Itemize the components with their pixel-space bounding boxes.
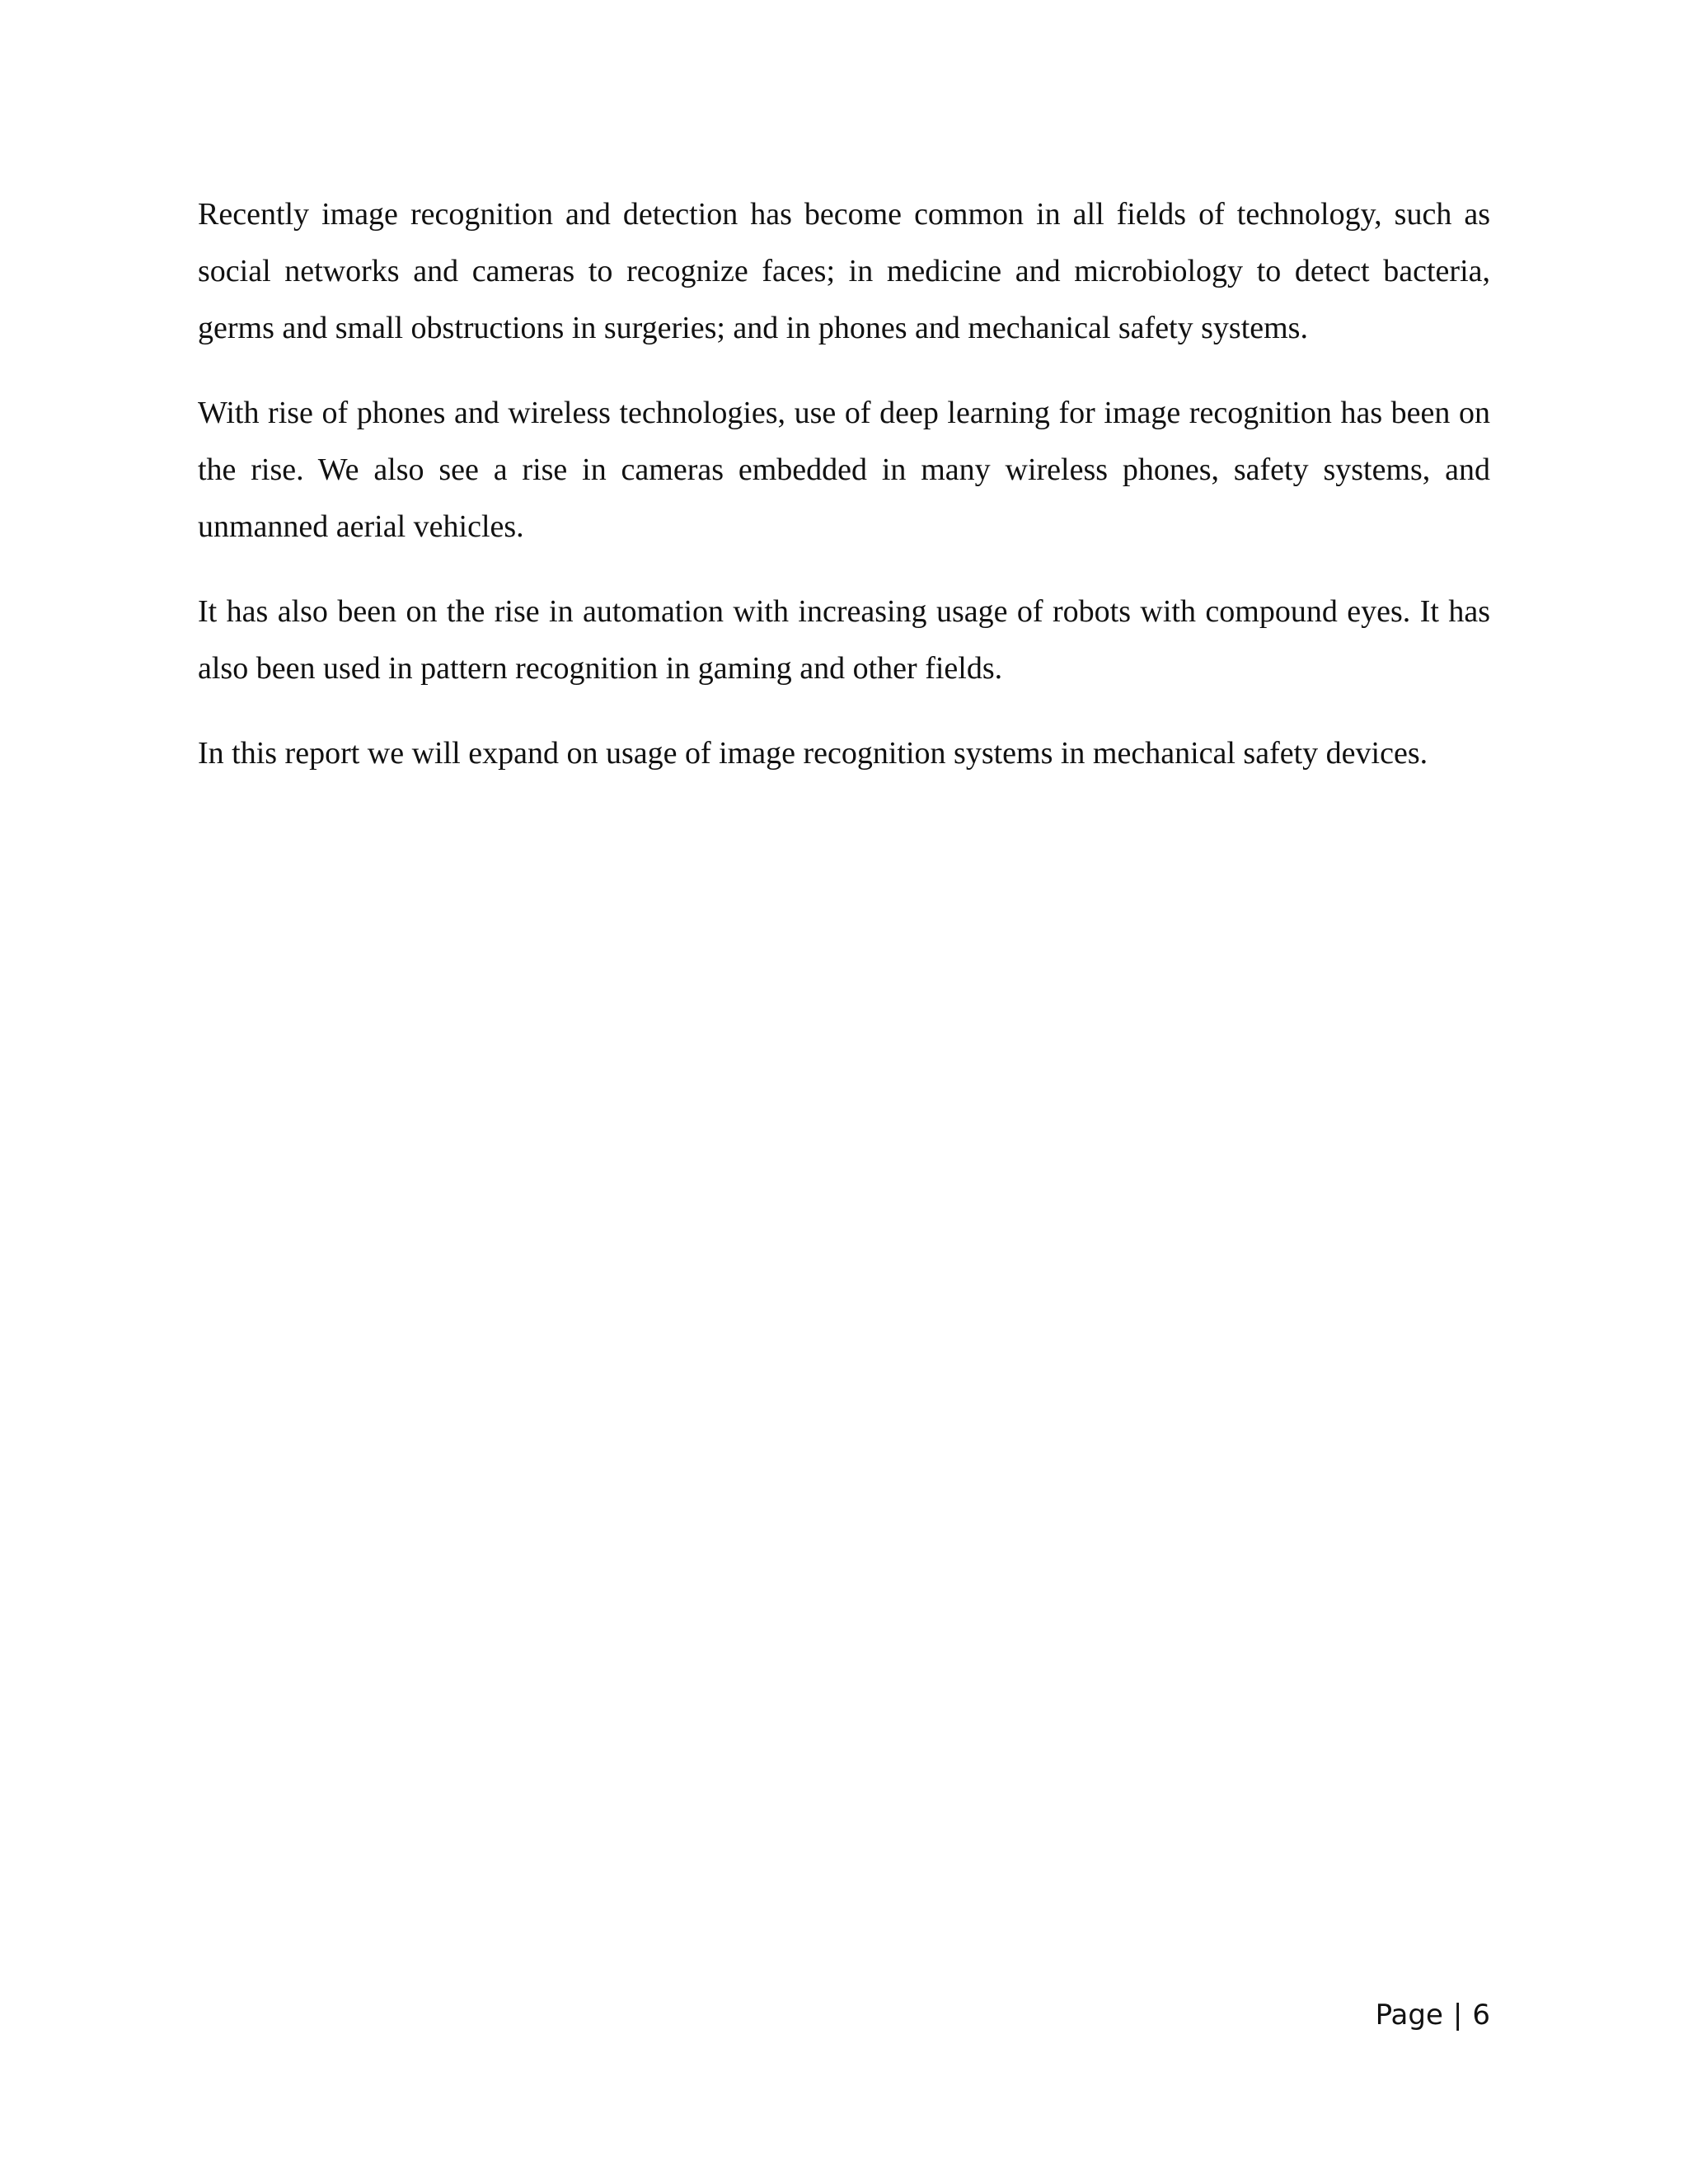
page-footer	[1376, 1999, 1490, 2032]
paragraph-3: It has also been on the rise in automation with increasing usage of robots with compound eyes. It has also been used in pattern recognition in gaming and other fields.	[198, 594, 1490, 686]
paragraph-4: In this report we will expand on usage of image recognition systems in mechanical safety devices.	[198, 736, 1428, 771]
page-number: 6	[1472, 1999, 1490, 2032]
paragraph-1: Recently image recognition and detection has become common in all fields of technology, such as social networks and cameras to recognize faces; in medicine and microbiology to detect bacteria, germs and small obstructions in surgeries; and in phones and mechanical safety systems.	[198, 197, 1490, 345]
page-separator: |	[1452, 1999, 1463, 2032]
page-label: Page	[1375, 1999, 1443, 2032]
paragraph-2: With rise of phones and wireless technologies, use of deep learning for image recognition has been on the rise. We also see a rise in cameras embedded in many wireless phones, safety systems, and unmanned aerial vehicles.	[198, 396, 1490, 544]
body-text	[198, 186, 1490, 810]
